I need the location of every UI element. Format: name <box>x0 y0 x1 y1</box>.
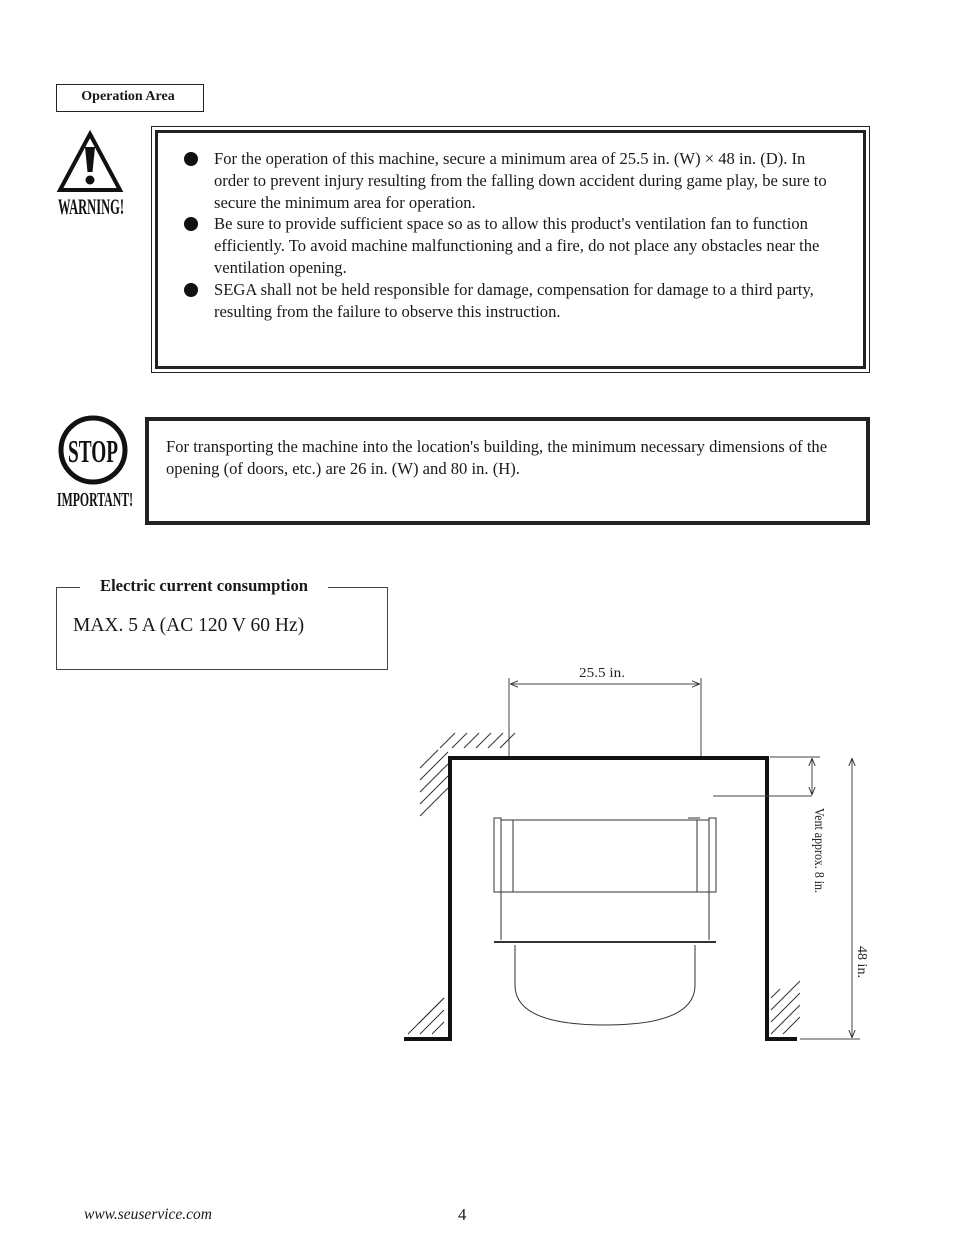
warning-item <box>182 213 842 278</box>
warning-label: WARNING! <box>58 194 124 219</box>
vent-label: Vent approx. 8 in. <box>811 808 826 908</box>
width-label: 25.5 in. <box>579 666 625 681</box>
electric-value: MAX. 5 A (AC 120 V 60 Hz) <box>73 615 305 636</box>
machine-top-view <box>494 818 716 1025</box>
footer-url[interactable]: www.seuservice.com <box>84 1206 212 1223</box>
warning-item <box>182 279 842 323</box>
warning-item <box>182 148 842 213</box>
stop-label: STOP <box>68 433 118 469</box>
bullet-icon <box>184 217 198 231</box>
operation-area-diagram <box>400 650 880 1050</box>
important-text: For transporting the machine into the location's building, the minimum necessary dimensions of the opening (of doors, etc.) are 26 in. (W) and 80 in. (H). <box>166 437 828 478</box>
stop-sign-icon <box>56 414 136 512</box>
bullet-icon <box>184 283 198 297</box>
warning-item-text: SEGA shall not be held responsible for damage, compensation for damage to a third party, resulting from the failure to observe this instruction. <box>214 279 814 321</box>
page-number: 4 <box>458 1205 467 1224</box>
operation-area-outline <box>404 758 797 1039</box>
electric-title: Electric current consumption <box>80 575 328 597</box>
warning-triangle-icon <box>57 130 125 220</box>
wall-hatching <box>408 733 800 1034</box>
warning-item-text: Be sure to provide sufficient space so as to allow this product's ventilation fan to function efficiently. To avoid machine malfunctioning and a fire, do not place any obstacles near the ventilation opening. <box>214 214 820 277</box>
important-label: IMPORTANT! <box>57 489 133 511</box>
warning-item-text: For the operation of this machine, secure a minimum area of 25.5 in. (W) × 48 in. (D). In order to prevent injury resulting from the falling down accident during game play, be sure to secure the minimum area for operation. <box>214 149 827 212</box>
section-title: Operation Area <box>56 84 204 112</box>
bullet-icon <box>184 152 198 166</box>
warning-list <box>182 148 842 322</box>
depth-label: 48 in. <box>854 946 869 978</box>
